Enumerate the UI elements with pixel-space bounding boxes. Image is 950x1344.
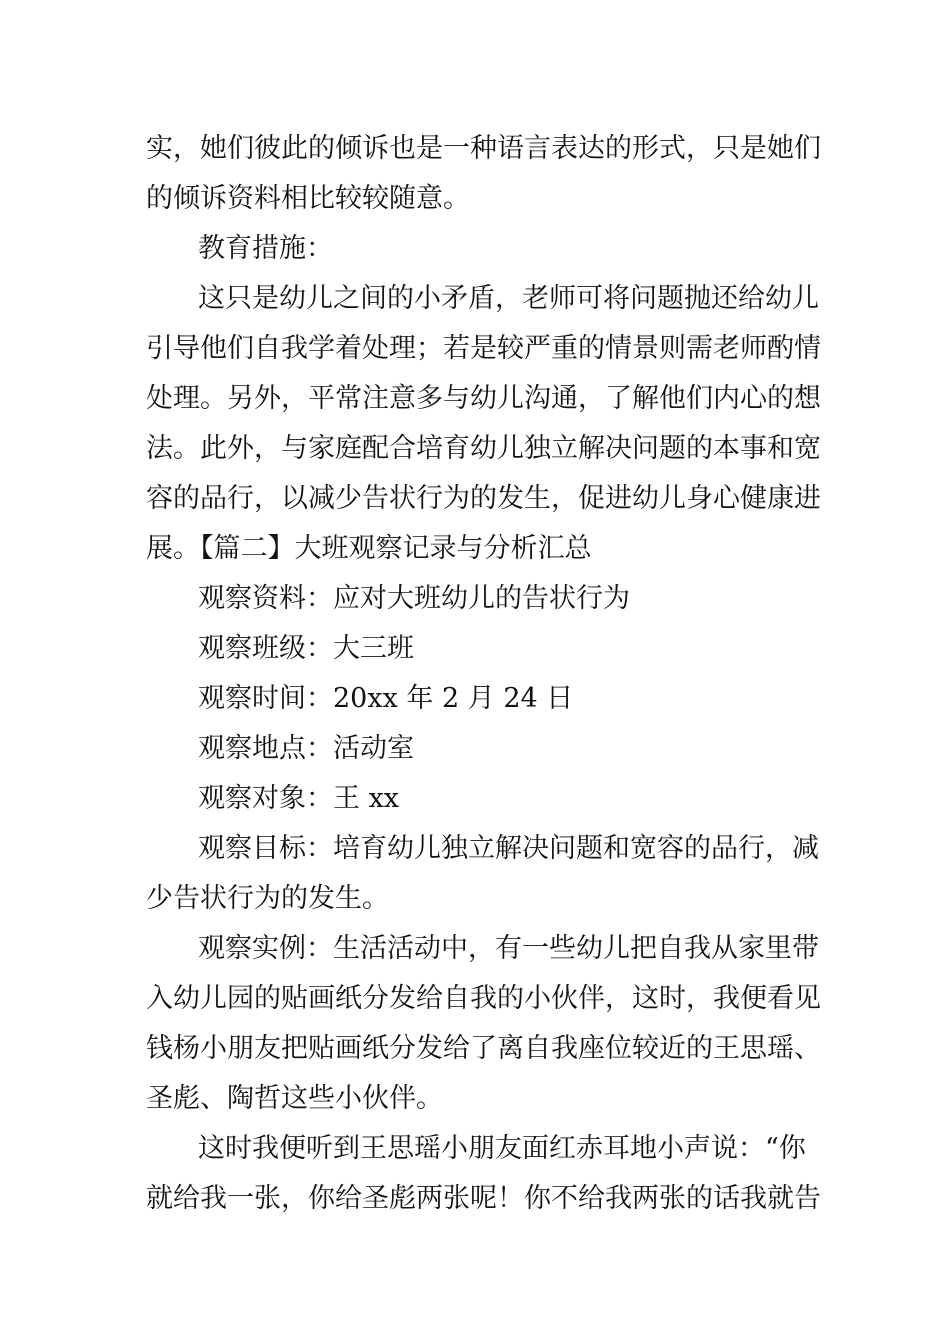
observation-time: 观察时间：20xx 年 2 月 24 日	[198, 683, 574, 714]
text-line: 法。此外，与家庭配合培育幼儿独立解决问题的本事和宽	[146, 433, 821, 464]
text-line: 圣彪、陶哲这些小伙伴。	[146, 1083, 443, 1114]
text-line: 展。【篇二】大班观察记录与分析汇总	[146, 533, 592, 564]
text-line: 这只是幼儿之间的小矛盾，老师可将问题抛还给幼儿	[198, 283, 819, 314]
text-line: 钱杨小朋友把贴画纸分发给了离自我座位较近的王思瑶、	[146, 1033, 821, 1064]
observation-goal: 观察目标：培育幼儿独立解决问题和宽容的品行，减	[198, 833, 819, 864]
text-line: 入幼儿园的贴画纸分发给自我的小伙伴，这时，我便看见	[146, 983, 821, 1014]
observation-example: 观察实例：生活活动中，有一些幼儿把自我从家里带	[198, 933, 819, 964]
text-line: 处理。另外，平常注意多与幼儿沟通，了解他们内心的想	[146, 383, 821, 414]
text-line: 容的品行，以减少告状行为的发生，促进幼儿身心健康进	[146, 483, 821, 514]
text-line: 实，她们彼此的倾诉也是一种语言表达的形式，只是她们	[146, 133, 821, 164]
text-line: 这时我便听到王思瑶小朋友面红赤耳地小声说：“你	[198, 1133, 806, 1164]
section-heading: 教育措施：	[198, 233, 333, 264]
text-line: 就给我一张，你给圣彪两张呢！你不给我两张的话我就告	[146, 1183, 821, 1214]
text-line: 少告状行为的发生。	[146, 883, 389, 914]
observation-topic: 观察资料：应对大班幼儿的告状行为	[198, 583, 630, 614]
text-line: 的倾诉资料相比较较随意。	[146, 183, 470, 214]
observation-subject: 观察对象：王 xx	[198, 783, 400, 814]
document-body	[146, 124, 821, 1224]
observation-location: 观察地点：活动室	[198, 733, 414, 764]
observation-class: 观察班级：大三班	[198, 633, 414, 664]
text-line: 引导他们自我学着处理；若是较严重的情景则需老师酌情	[146, 333, 821, 364]
